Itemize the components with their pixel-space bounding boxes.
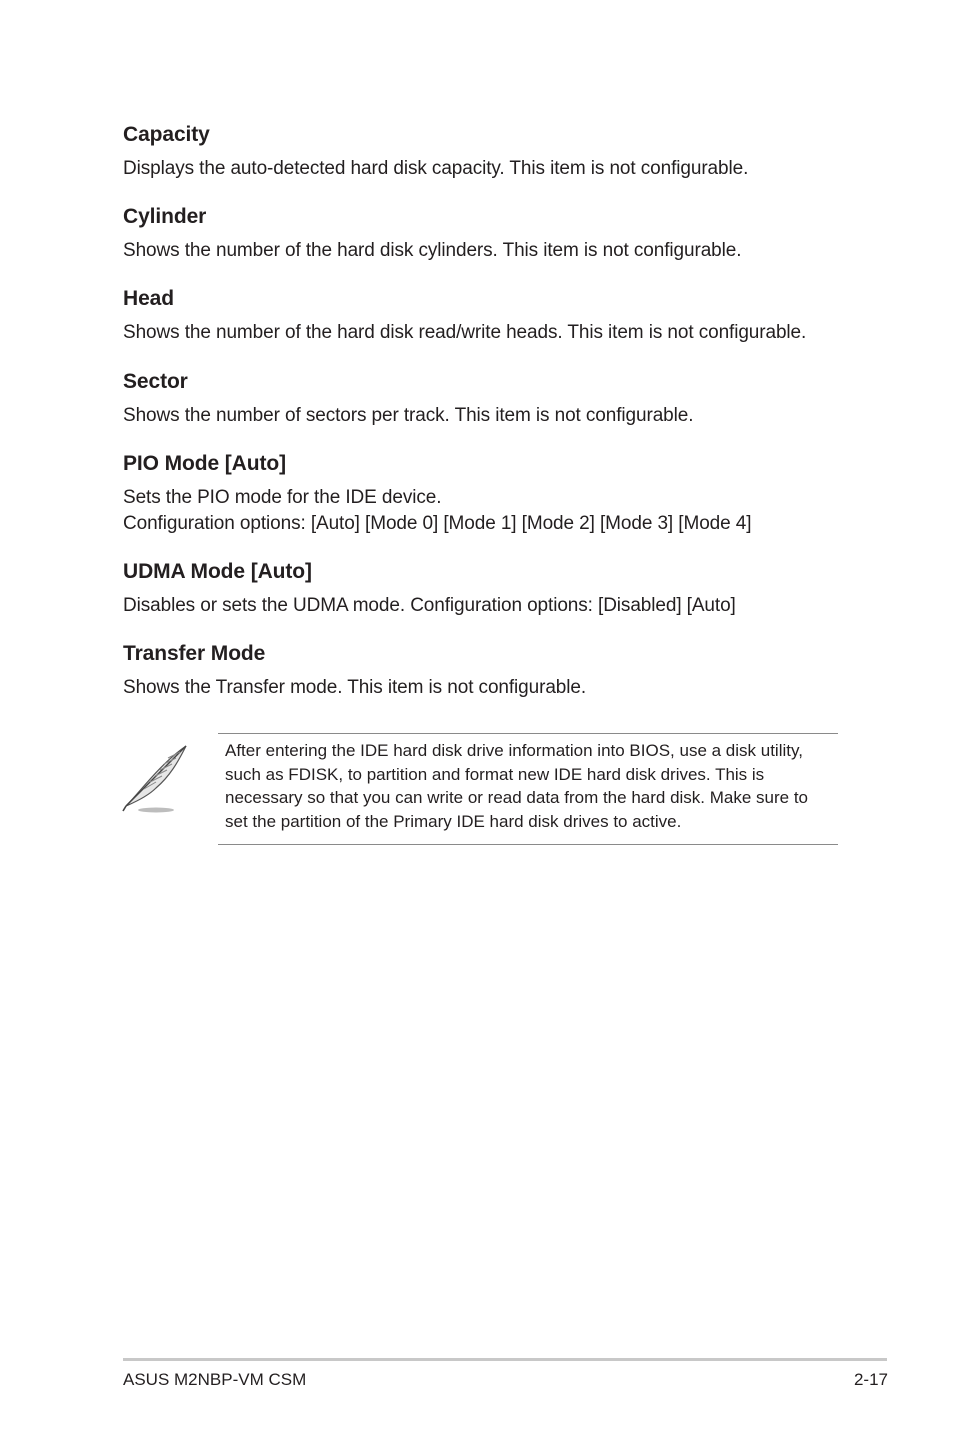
section-description: Sets the PIO mode for the IDE device. [123,487,442,508]
note-text [225,739,825,833]
note-line: After entering the IDE hard disk drive information into BIOS, use a disk utility, [225,741,803,760]
section-description: Shows the number of the hard disk read/write heads. This item is not configurable. [123,322,807,343]
section-heading: UDMA Mode [Auto] [123,560,312,583]
note-line: such as FDISK, to partition and format new IDE hard disk drives. This is [225,764,765,784]
footer-page-number: 2-17 [853,1370,888,1389]
note-line: necessary so that you can write or read data from the hard disk. Make sure to [225,788,809,807]
section-udma-mode [123,559,843,619]
footer-product-name: ASUS M2NBP-VM CSM [123,1370,307,1389]
section-transfer-mode [123,641,843,701]
quill-pen-icon [120,742,190,814]
section-sector [123,369,843,429]
footer-divider [123,1358,887,1361]
section-description: Shows the number of the hard disk cylinders. This item is not configurable. [123,240,742,261]
section-heading: Cylinder [123,205,207,228]
section-description: Shows the Transfer mode. This item is not configurable. [123,677,587,698]
section-cylinder [123,204,843,264]
section-heading: Sector [123,370,188,393]
section-heading: PIO Mode [Auto] [123,452,286,475]
note-line: set the partition of the Primary IDE hard disk drives to active. [225,811,682,831]
section-heading: Capacity [123,123,210,146]
section-description: Disables or sets the UDMA mode. Configuration options: [Disabled] [Auto] [123,595,736,616]
section-heading: Head [123,287,174,310]
section-head [123,286,843,346]
section-description: Shows the number of sectors per track. This item is not configurable. [123,405,694,426]
section-description: Displays the auto-detected hard disk capacity. This item is not configurable. [123,158,749,179]
section-description-options: Configuration options: [Auto] [Mode 0] [Mode 1] [Mode 2] [Mode 3] [Mode 4] [123,513,752,534]
note-box [218,733,838,845]
section-heading: Transfer Mode [123,642,266,665]
section-capacity [123,122,843,182]
section-pio-mode [123,451,843,537]
